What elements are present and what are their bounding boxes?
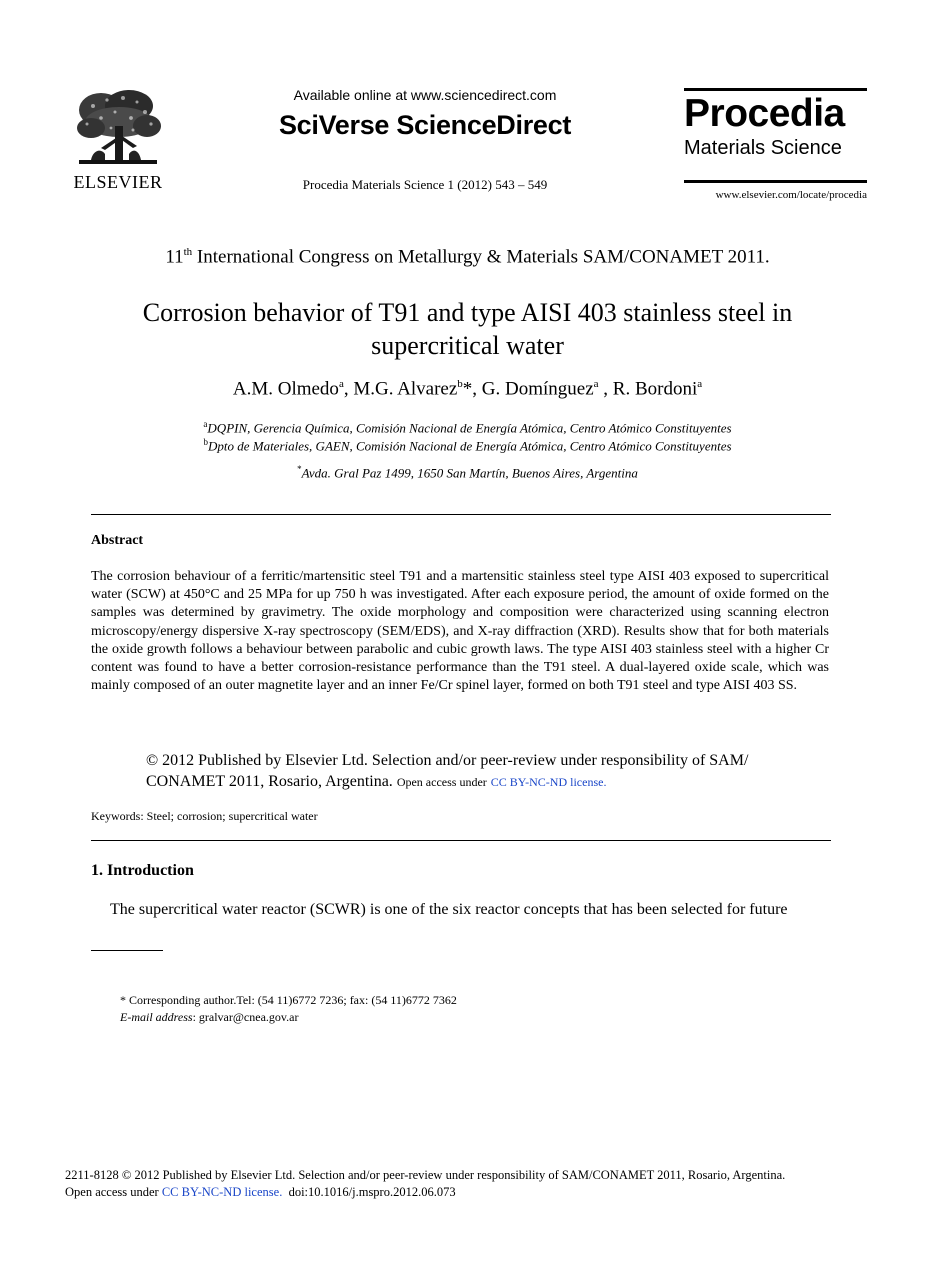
- copyright-line: CONAMET 2011, Rosario, Argentina.: [146, 773, 393, 790]
- body-text: The supercritical water reactor (SCWR) is one of the six reactor concepts that has been selected for future: [110, 901, 788, 918]
- paper-title-line: Corrosion behavior of T91 and type AISI 403 stainless steel in: [142, 298, 793, 327]
- procedia-rule-bottom: [684, 180, 867, 183]
- copyright-notice: [146, 750, 806, 793]
- author-affiliation-mark: b: [457, 378, 463, 390]
- license-link[interactable]: CC BY-NC-ND license.: [490, 775, 607, 789]
- email-address: : gralvar@cnea.gov.ar: [192, 1009, 299, 1024]
- affiliation-mark: a: [203, 419, 208, 429]
- affiliation-mark: b: [203, 437, 208, 447]
- footnote: [120, 992, 457, 1025]
- congress-ordinal-suffix: th: [183, 246, 193, 258]
- procedia-rule-top: [684, 88, 867, 91]
- page-footer: [65, 1167, 865, 1201]
- procedia-logo: [684, 88, 867, 200]
- copyright-line-2: [146, 771, 806, 793]
- author-name: A.M. Olmedo: [232, 378, 339, 400]
- journal-reference: Procedia Materials Science 1 (2012) 543 – 549: [302, 177, 548, 192]
- license-link[interactable]: CC BY-NC-ND license.: [161, 1185, 283, 1199]
- affiliation-line: [60, 464, 875, 481]
- elsevier-tree-icon: [71, 88, 165, 170]
- open-access-label: Open access under: [65, 1185, 159, 1199]
- email-line: [120, 1009, 457, 1026]
- affiliation-line: [60, 419, 875, 436]
- available-online-text: Available online at www.sciencedirect.com: [293, 87, 557, 103]
- affiliation-line: [60, 437, 875, 454]
- affiliation-text: DQPIN, Gerencia Química, Comisión Nacional de Energía Atómica, Centro Atómico Constituyentes: [207, 420, 732, 436]
- copyright-line: © 2012 Published by Elsevier Ltd. Selection and/or peer-review under responsibility of SAM/: [146, 752, 749, 769]
- author-separator: ,: [343, 378, 354, 400]
- procedia-word: Procedia: [684, 92, 845, 135]
- corresponding-author-note: * Corresponding author.Tel: (54 11)6772 7236; fax: (54 11)6772 7362: [120, 993, 457, 1007]
- affiliation-text: Avda. Gral Paz 1499, 1650 San Martín, Buenos Aires, Argentina: [301, 465, 638, 481]
- author-affiliation-mark: a: [338, 378, 344, 390]
- author-list: [60, 378, 875, 400]
- affiliation-mark: *: [297, 464, 302, 474]
- divider: [91, 514, 831, 515]
- author-name: G. Domínguez: [481, 378, 594, 400]
- author-name: R. Bordoni: [612, 378, 698, 400]
- abstract-text: The corrosion behaviour of a ferritic/martensitic steel T91 and a martensitic stainless steel type AISI 403 exposed to supercritical water (SCW) at 450°C and 25 MPa for up 750 h was investigated. After each exposure period, the amount of oxide formed on the samples was determined by gravimetry. The oxide morphology and composition were characterized using scanning electron microscopy/energy dispersive X-ray spectroscopy (SEM/EDS), and X-ray diffraction (XRD). Results show that for both materials the oxide growth follows a behaviour between parabolic and cubic growth laws. The type AISI 403 stainless steel with a higher Cr content was found to have a better corrosion-resistance performance than the T91 steel. A dual-layered oxide scale, which was mainly composed of an outer magnetite layer and an inner Fe/Cr spinel layer, formed on both T91 steel and type AISI 403 SS.: [91, 569, 829, 694]
- email-label: E-mail address: [120, 1009, 193, 1024]
- procedia-subtitle: Materials Science: [684, 137, 842, 159]
- elsevier-logo: [68, 88, 168, 193]
- keywords: Keywords: Steel; corrosion; supercritical water: [91, 809, 318, 823]
- affiliation-text: Dpto de Materiales, GAEN, Comisión Nacional de Energía Atómica, Centro Atómico Constituyentes: [207, 438, 732, 454]
- paper-title: [80, 296, 855, 362]
- author-affiliation-mark: a: [593, 378, 599, 390]
- procedia-url: www.elsevier.com/locate/procedia: [715, 189, 867, 201]
- author-separator: ,: [472, 378, 482, 400]
- author-affiliation-mark: a: [697, 378, 703, 390]
- congress-line: [0, 246, 935, 268]
- footer-line: 2211-8128 © 2012 Published by Elsevier Ltd. Selection and/or peer-review under responsibility of SAM/CONAMET 2011, Rosario, Argentina.: [65, 1168, 786, 1182]
- sciverse-sciencedirect-logo: SciVerse ScienceDirect: [278, 110, 572, 140]
- congress-ordinal: 11: [165, 246, 184, 268]
- author-separator: ,: [598, 378, 613, 400]
- paper-title-line: supercritical water: [371, 331, 564, 360]
- footer-line-2: [65, 1184, 865, 1201]
- doi: doi:10.1016/j.mspro.2012.06.073: [288, 1185, 456, 1199]
- footnote-rule: [91, 950, 163, 951]
- publisher-name: ELSEVIER: [73, 172, 163, 192]
- divider: [91, 840, 831, 841]
- author-name: M.G. Alvarez: [353, 378, 458, 400]
- open-access-label: Open access under: [396, 775, 487, 789]
- corresponding-author-star: *: [462, 378, 473, 400]
- abstract-heading: Abstract: [91, 533, 144, 548]
- congress-name: International Congress on Metallurgy & Materials SAM/CONAMET 2011.: [192, 246, 770, 268]
- section-heading: 1. Introduction: [91, 862, 194, 879]
